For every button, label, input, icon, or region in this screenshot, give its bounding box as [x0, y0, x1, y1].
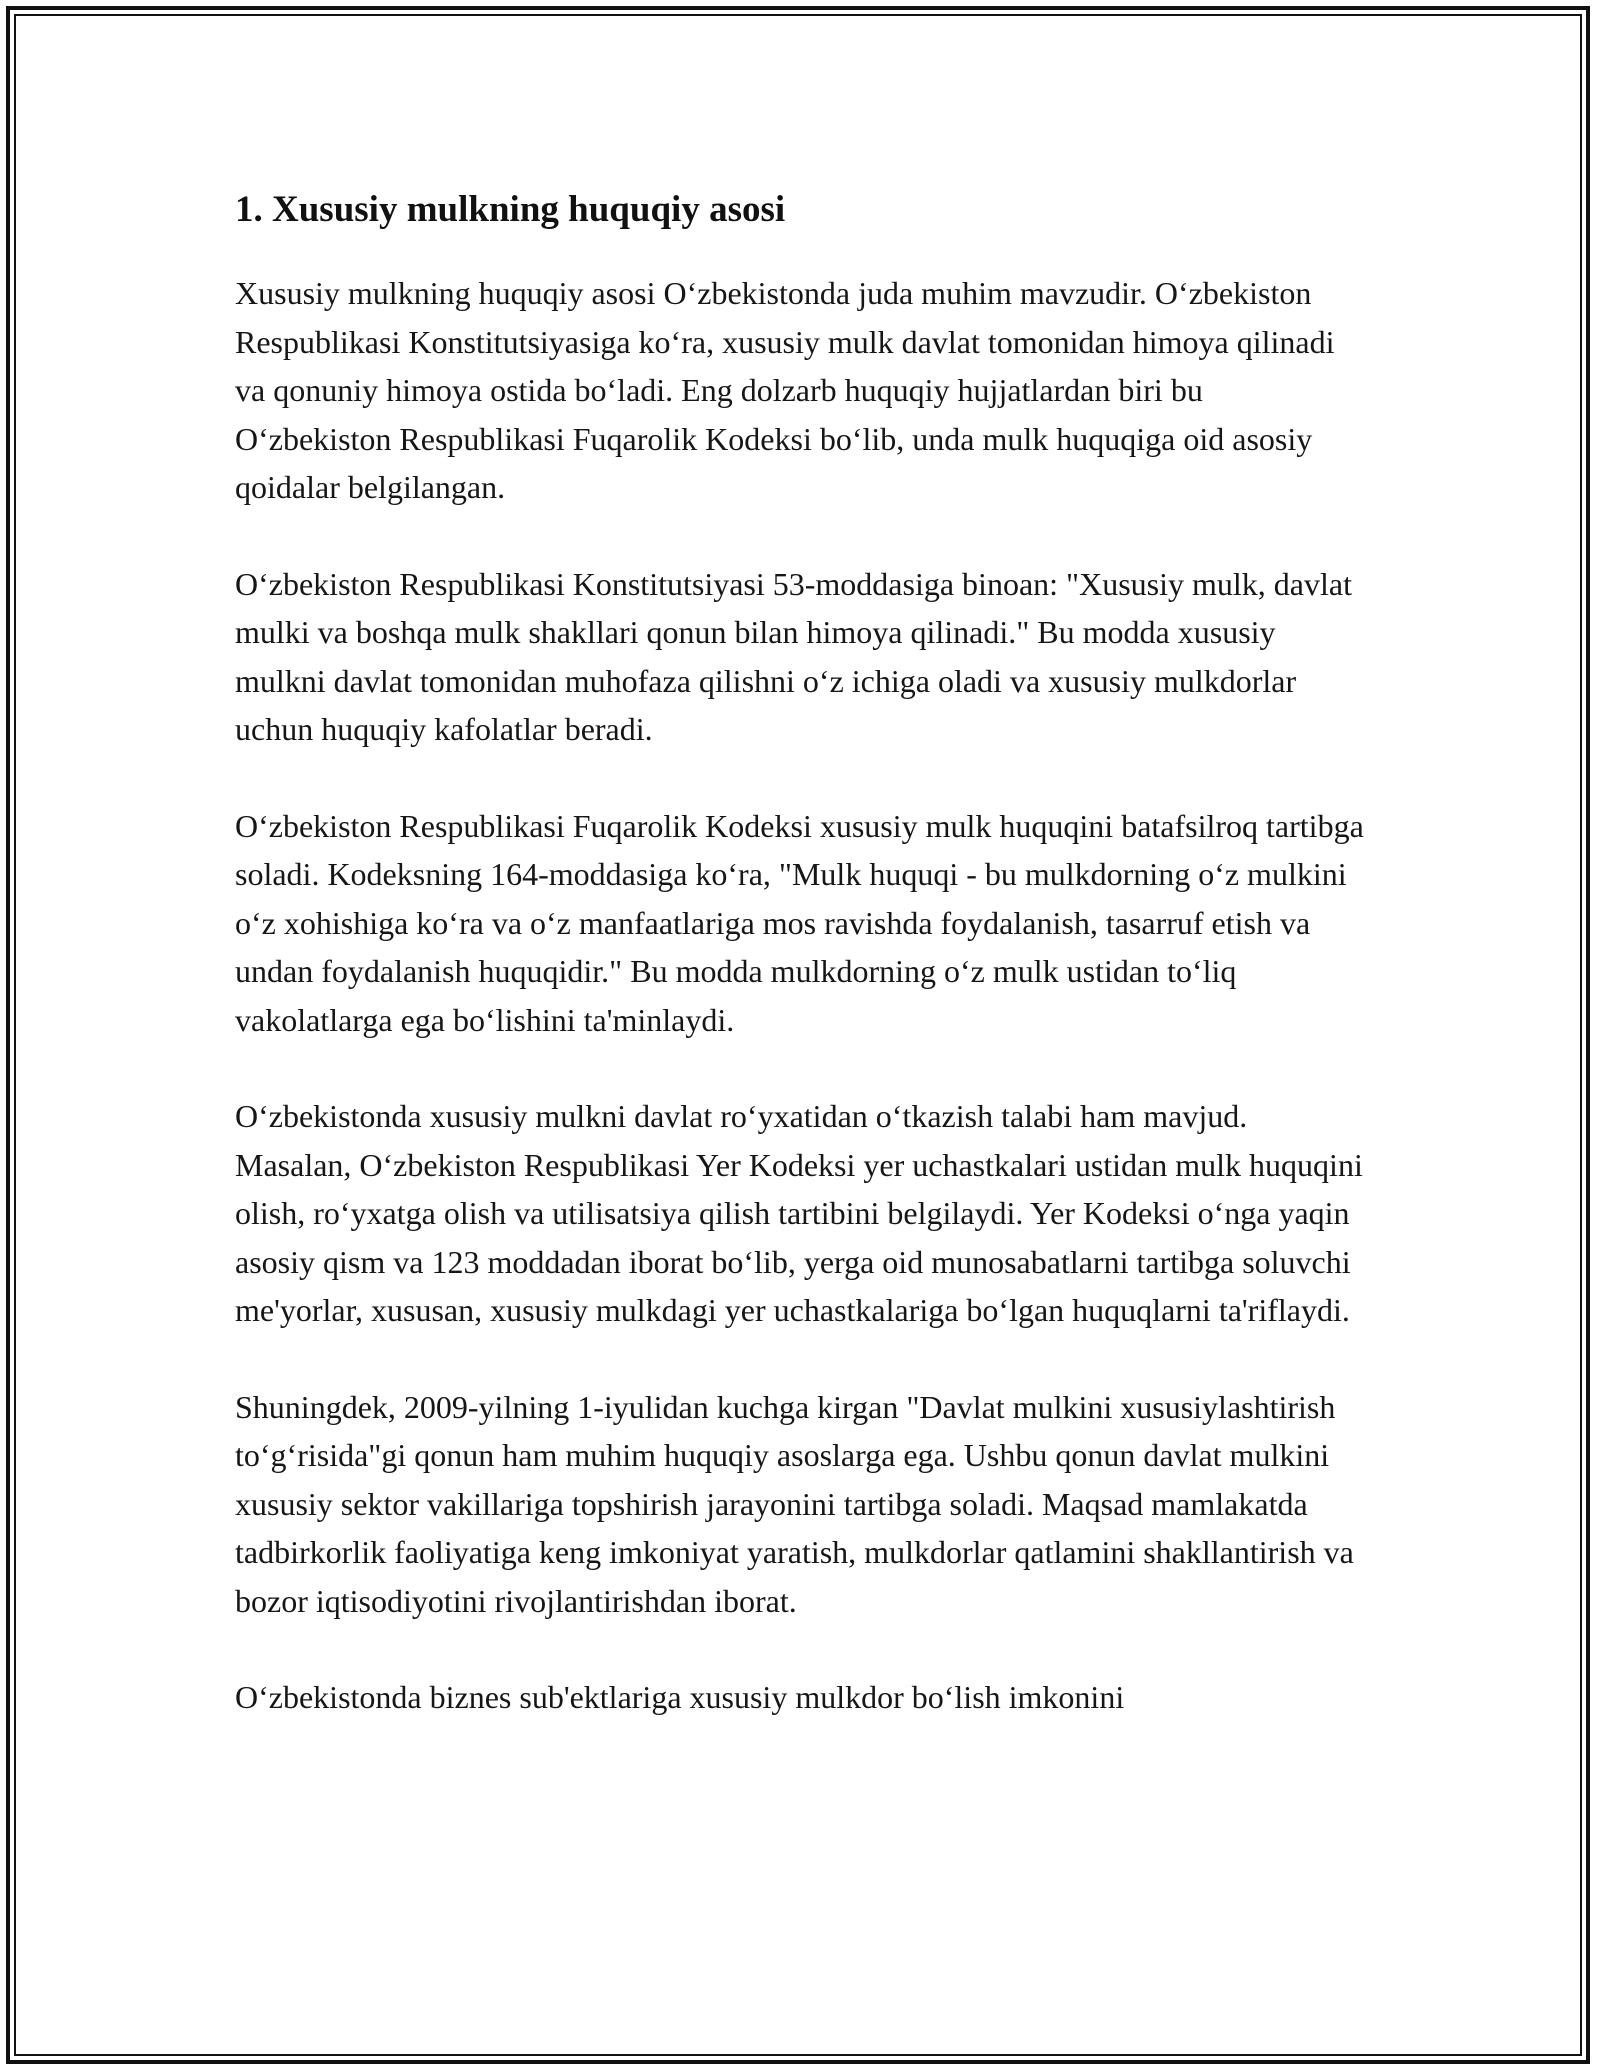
paragraph-1: Xususiy mulkning huquqiy asosi O‘zbekistonda juda muhim mavzudir. O‘zbekiston Respublikasi Konstitutsiyasiga ko‘ra, xususiy mulk davlat tomonidan himoya qilinadi va qonuniy himoya ostida bo‘ladi. Eng dolzarb huquqiy hujjatlardan biri bu O‘zbekiston Respublikasi Fuqarolik Kodeksi bo‘lib, unda mulk huquqiga oid asosiy qoidalar belgilangan. — [235, 275, 1335, 505]
paragraph-4: O‘zbekistonda xususiy mulkni davlat ro‘yxatidan o‘tkazish talabi ham mavjud. Masalan, O‘zbekiston Respublikasi Yer Kodeksi yer uchastkalari ustidan mulk huquqini olish, ro‘yxatga olish va utilisatsiya qilish tartibini belgilaydi. Yer Kodeksi o‘nga yaqin asosiy qism va 123 moddadan iborat bo‘lib, yerga oid munosabatlarni tartibga soluvchi me'yorlar, xususan, xususiy mulkdagi yer uchastkalariga bo‘lgan huquqlarni ta'riflaydi. — [235, 1098, 1363, 1328]
paragraph-2: O‘zbekiston Respublikasi Konstitutsiyasi 53-moddasiga binoan: "Xususiy mulk, davlat mulki va boshqa mulk shakllari qonun bilan himoya qilinadi." Bu modda xususiy mulkni davlat tomonidan muhofaza qilishni o‘z ichiga oladi va xususiy mulkdorlar uchun huquqiy kafolatlar beradi. — [235, 565, 1352, 747]
section-heading: 1. Xususiy mulkning huquqiy asosi — [235, 189, 786, 230]
paragraph-5: Shuningdek, 2009-yilning 1-iyulidan kuchga kirgan "Davlat mulkini xususiylashtirish to‘g‘risida"gi qonun ham muhim huquqiy asoslarga ega. Ushbu qonun davlat mulkini xususiy sektor vakillariga topshirish jarayonini tartibga soladi. Maqsad mamlakatda tadbirkorlik faoliyatiga keng imkoniyat yaratish, mulkdorlar qatlamini shakllantirish va bozor iqtisodiyotini rivojlantirishdan iborat. — [235, 1388, 1354, 1619]
paragraph-6: O‘zbekistonda biznes sub'ektlariga xususiy mulkdor bo‘lish imkonini — [235, 1679, 1125, 1715]
paragraph-3: O‘zbekiston Respublikasi Fuqarolik Kodeksi xususiy mulk huquqini batafsilroq tartibga soladi. Kodeksning 164-moddasiga ko‘ra, "Mulk huquqi - bu mulkdorning o‘z mulkini o‘z xohishiga ko‘ra va o‘z manfaatlariga mos ravishda foydalanish, tasarruf etish va undan foydalanish huquqidir." Bu modda mulkdorning o‘z mulk ustidan to‘liq vakolatlarga ega bo‘lishini ta'minlaydi. — [235, 807, 1364, 1038]
document-body — [235, 185, 1365, 1770]
